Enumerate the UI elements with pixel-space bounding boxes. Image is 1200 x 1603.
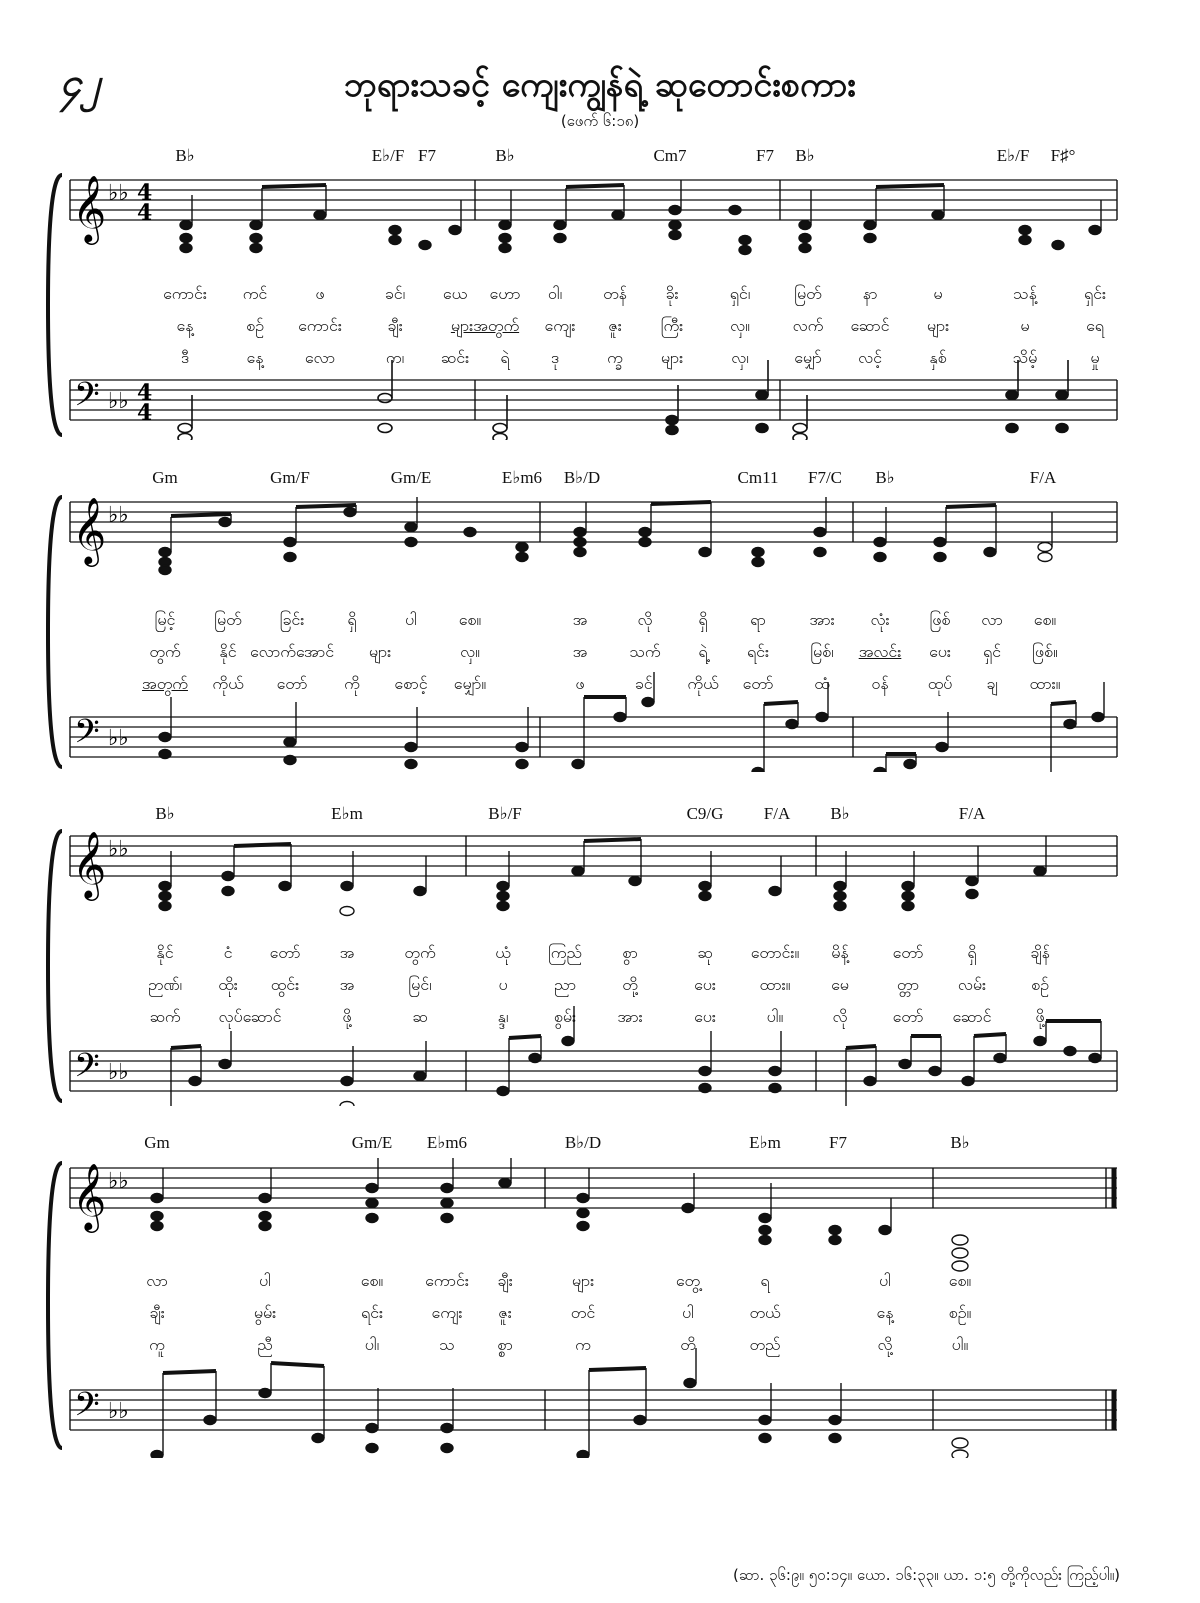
lyric-syllable: နိုင်: [156, 943, 174, 962]
lyric-syllable: လှ။: [730, 316, 750, 335]
lyric-syllable: ပ: [498, 975, 508, 994]
lyric-syllable: ထား။: [1029, 674, 1061, 693]
lyric-syllable: ဖြစ်: [929, 610, 951, 629]
lyric-syllable: တွက်: [149, 642, 181, 661]
chord-symbol: Gm/F: [270, 468, 310, 487]
lyric-syllable: ညီ: [257, 1335, 273, 1354]
scripture-reference: (ဖေက် ၆:၁၈): [560, 112, 640, 130]
lyric-syllable: တင်: [570, 1303, 596, 1322]
lyric-syllable: ကြည်: [548, 943, 582, 962]
chord-symbol: Gm/E: [390, 468, 432, 487]
bass-staff: [70, 1051, 1117, 1091]
lyric-syllable: ဒု: [550, 348, 560, 367]
key-signature-flats: ♭♭: [108, 837, 129, 862]
system-brace: [48, 497, 62, 767]
key-signature-flats: ♭♭: [108, 1399, 129, 1424]
lyric-syllable: လို: [637, 610, 653, 629]
lyric-syllable: တို့: [622, 975, 638, 994]
lyric-syllable: ရာ: [750, 610, 766, 629]
chord-symbol: B♭: [875, 468, 895, 487]
lyric-syllable: စဉ်။: [948, 1303, 972, 1322]
lyric-syllable: ခင်၊: [634, 674, 656, 693]
lyric-syllable: ဝါ၊: [547, 284, 563, 303]
lyric-syllable: ဆောင်: [850, 316, 890, 335]
lyric-syllable: မြတ်: [214, 610, 242, 629]
lyric-syllable: တောင်း။: [750, 943, 800, 962]
lyric-syllable: ပါ၊: [364, 1335, 380, 1354]
lyric-syllable: နေ့: [176, 316, 194, 335]
system-brace: [48, 1163, 62, 1448]
treble-clef: 𝄞: [72, 496, 107, 564]
chord-symbol: E♭m: [331, 804, 363, 823]
bass-notes: [151, 1348, 968, 1458]
chord-symbol: F/A: [763, 804, 791, 823]
lyric-syllable: ကို: [344, 674, 360, 693]
lyric-syllable: စ္စာ: [497, 1335, 513, 1354]
lyric-syllable: ဆက်: [149, 1007, 181, 1026]
lyric-syllable: တည်: [749, 1335, 781, 1354]
lyric-syllable: ဉာဏ်၊: [147, 975, 183, 994]
treble-notes: [159, 497, 1052, 575]
lyric-syllable: များအတွက်: [450, 316, 520, 335]
lyric-syllable: ပါ။: [766, 1007, 784, 1026]
lyric-syllable: ထုပ်: [927, 674, 953, 693]
lyric-syllable: များ: [571, 1271, 595, 1290]
lyric-syllable: စွာ: [622, 943, 638, 962]
lyric-syllable: လင့်: [858, 348, 882, 367]
lyric-syllable: ငံ: [223, 943, 233, 962]
lyric-syllable: ဖြစ်။: [1032, 642, 1058, 661]
key-signature-flats: ♭♭: [108, 1060, 129, 1085]
lyric-syllable: တော်: [269, 943, 301, 962]
lyric-syllable: နေ့: [246, 348, 264, 367]
chord-symbol: F7/C: [807, 468, 843, 487]
lyric-syllable: ဆ: [412, 1007, 428, 1026]
lyric-syllable: တယ်: [749, 1303, 781, 1322]
treble-notes: [180, 180, 1101, 255]
lyric-syllable: သန့်: [1013, 284, 1037, 303]
chord-symbol: E♭m6: [501, 468, 543, 487]
lyric-syllable: ယေ: [442, 284, 468, 303]
lyric-syllable: ယုံ: [495, 943, 511, 962]
bass-staff: [70, 380, 1117, 420]
lyric-syllable: ရင်း: [746, 642, 770, 661]
bass-clef: 𝄢: [74, 376, 100, 422]
lyric-syllable: ချ: [986, 674, 998, 693]
key-signature-flats: ♭♭: [108, 726, 129, 751]
lyric-syllable: လို့: [877, 1335, 893, 1354]
lyric-syllable: ရှိ: [967, 943, 977, 962]
treble-clef: 𝄞: [72, 174, 107, 242]
lyric-syllable: ရ: [760, 1271, 770, 1290]
lyric-syllable: ချိန်: [1030, 943, 1050, 962]
lyric-syllable: ကြီး: [660, 316, 684, 335]
chord-symbol: B♭/D: [564, 1133, 602, 1152]
lyric-syllable: ပါ။: [951, 1335, 969, 1354]
grand-staff: [0, 1158, 1200, 1458]
key-signature-flats: ♭♭: [108, 503, 129, 528]
lyric-syllable: အား: [617, 1007, 643, 1026]
lyric-syllable: စောင့်: [394, 674, 428, 693]
lyric-syllable: လမ်း: [957, 975, 987, 994]
lyric-syllable: မြင့်: [154, 610, 176, 629]
lyric-syllable: အ: [339, 943, 355, 962]
scripture-references-footnote: (ဆာ. ၃၆:၉။ ၅၀:၁၄။ ယော. ၁၆:၃၃။ ယာ. ၁:၅ တို့ကိုလည်း ကြည့်ပါ။): [733, 1566, 1120, 1584]
lyric-syllable: လော: [304, 348, 336, 367]
lyric-syllable: နှစ်: [929, 348, 947, 367]
lyric-syllable: မျှော်။: [453, 674, 487, 693]
lyric-syllable: မြစ်၊: [810, 642, 834, 661]
lyric-syllable: ရှင်၊: [729, 284, 751, 303]
lyric-syllable: ခြင်း: [279, 610, 305, 629]
chord-symbol: B♭: [155, 804, 175, 823]
lyric-syllable: လောက်အောင်: [249, 642, 335, 661]
lyric-syllable: ဆင်း: [440, 348, 470, 367]
lyric-syllable: ကူ: [149, 1335, 165, 1354]
lyric-syllable: စေ။: [360, 1271, 384, 1290]
lyric-syllable: သ: [439, 1335, 455, 1354]
lyric-syllable: ရေ: [1086, 316, 1104, 335]
bass-staff: [70, 717, 1117, 757]
lyric-syllable: ကျေး: [431, 1303, 463, 1322]
lyric-syllable: လှ။: [460, 642, 480, 661]
chord-symbol: B♭: [495, 146, 515, 165]
lyric-syllable: ဆောင်: [952, 1007, 992, 1026]
lyric-syllable: ထား။: [759, 975, 791, 994]
lyric-syllable: ပါ: [259, 1271, 271, 1290]
chord-symbol: Cm11: [737, 468, 779, 487]
bass-staff: [70, 1390, 1117, 1430]
lyric-syllable: ထိုး: [218, 975, 238, 994]
chord-symbol: B♭: [830, 804, 850, 823]
lyric-syllable: တော်: [276, 674, 308, 693]
chord-symbol: Gm/E: [351, 1133, 393, 1152]
time-signature: 4: [137, 380, 153, 406]
chord-symbol: F7: [829, 1133, 847, 1152]
hymn-title: ဘုရားသခင့် ကျေးကျွန်ရဲ့ ဆုတောင်းစကား: [344, 65, 856, 105]
lyric-syllable: မ: [933, 284, 943, 303]
lyric-syllable: ပါ: [682, 1303, 694, 1322]
lyric-syllable: ဇူး: [608, 316, 622, 335]
lyric-syllable: နာ: [862, 284, 878, 303]
lyric-syllable: နေ့: [876, 1303, 894, 1322]
lyric-syllable: ပါ: [879, 1271, 891, 1290]
lyric-syllable: များ: [368, 642, 392, 661]
lyric-syllable: စေ။: [948, 1271, 972, 1290]
lyric-syllable: သက်: [629, 642, 661, 661]
system-brace: [48, 831, 62, 1101]
lyric-syllable: နိုင်: [219, 642, 237, 661]
lyric-syllable: မြင်၊: [408, 975, 432, 994]
lyric-syllable: ခင်၊: [384, 284, 406, 303]
chord-symbol: C9/G: [686, 804, 724, 823]
barlines: [70, 1168, 1114, 1430]
lyric-syllable: ကင်: [242, 284, 268, 303]
treble-staff: [70, 1168, 1117, 1208]
barlines: [70, 180, 1117, 420]
lyric-syllable: အား: [809, 610, 835, 629]
lyric-syllable: မြတ်: [794, 284, 822, 303]
lyric-syllable: ကောင်း: [425, 1271, 469, 1290]
chord-symbol: Cm7: [653, 146, 687, 165]
lyric-syllable: လာ: [981, 610, 1003, 629]
lyric-syllable: တ္တာ: [896, 975, 920, 994]
lyric-syllable: စဉ်: [246, 316, 264, 335]
lyric-syllable: မွမ်း: [253, 1303, 277, 1322]
chord-symbol: E♭/F: [371, 146, 405, 165]
chord-symbol: Gm: [144, 1133, 170, 1152]
lyric-syllable: မ: [1020, 316, 1030, 335]
lyric-syllable: ချီး: [387, 316, 403, 335]
lyric-syllable: ကောင်း: [298, 316, 342, 335]
lyric-syllable: ရဲ့: [698, 642, 708, 661]
key-signature-flats: ♭♭: [108, 181, 129, 206]
lyric-syllable: ဖို့: [342, 1007, 352, 1026]
lyric-syllable: အ: [572, 642, 588, 661]
chord-symbol: Gm: [152, 468, 178, 487]
grand-staff: [0, 492, 1200, 772]
lyric-syllable: ဝန်: [871, 674, 889, 693]
bass-clef: 𝄢: [74, 1047, 100, 1093]
lyric-syllable: စေ။: [458, 610, 482, 629]
lyric-syllable: ပေး: [694, 1007, 716, 1026]
lyric-syllable: မျှော်: [794, 348, 822, 367]
chord-symbol: B♭/D: [563, 468, 601, 487]
key-signature-flats: ♭♭: [108, 389, 129, 414]
lyric-syllable: မေ: [831, 975, 849, 994]
bass-clef: 𝄢: [74, 1386, 100, 1432]
grand-staff: [0, 826, 1200, 1106]
lyric-syllable: သိမ့်: [1012, 348, 1038, 367]
treble-clef: 𝄞: [72, 1162, 107, 1230]
lyric-syllable: တန်: [603, 284, 627, 303]
lyric-syllable: လို: [832, 1007, 848, 1026]
lyric-syllable: ဖ: [575, 674, 585, 693]
lyric-syllable: ရှင်း: [1083, 284, 1107, 303]
lyric-syllable: လာ: [146, 1271, 168, 1290]
lyric-syllable: အတွက်: [142, 674, 188, 693]
lyric-syllable: ချီး: [149, 1303, 165, 1322]
lyric-syllable: ချီး: [497, 1271, 513, 1290]
time-signature: 4: [137, 180, 153, 206]
lyric-syllable: ညာ: [553, 975, 577, 994]
lyric-syllable: လုံး: [870, 610, 890, 629]
lyric-syllable: ရှိ: [347, 610, 357, 629]
chord-symbol: F♯°: [1050, 146, 1076, 165]
lyric-syllable: ဇူး: [498, 1303, 512, 1322]
chord-symbol: F/A: [958, 804, 986, 823]
lyric-syllable: များ: [660, 348, 684, 367]
lyric-syllable: က္ခ: [607, 348, 623, 367]
lyric-syllable: ဖ: [315, 284, 325, 303]
chord-symbol: E♭/F: [996, 146, 1030, 165]
lyric-syllable: ဖို့: [1035, 1007, 1045, 1026]
lyric-syllable: ဒီ: [180, 348, 190, 367]
lyric-syllable: တိ: [680, 1335, 696, 1354]
time-signature: 4: [137, 200, 153, 226]
lyric-syllable: မှု: [1090, 348, 1100, 367]
lyric-syllable: လုပ်ဆောင်: [218, 1007, 282, 1026]
lyric-syllable: စဉ်: [1031, 975, 1049, 994]
treble-clef: 𝄞: [72, 830, 107, 898]
lyric-syllable: တော်: [892, 943, 924, 962]
lyric-syllable: ကောင်း: [163, 284, 207, 303]
lyric-syllable: ကျေး: [544, 316, 576, 335]
lyric-syllable: ရှိ: [698, 610, 708, 629]
lyric-syllable: က၊: [385, 348, 405, 367]
chord-symbol: F/A: [1029, 468, 1057, 487]
lyric-syllable: အလင်း: [858, 642, 902, 661]
treble-notes: [151, 1158, 968, 1271]
chord-symbol: E♭m: [749, 1133, 781, 1152]
lyric-syllable: အ: [572, 610, 588, 629]
chord-symbol: B♭: [175, 146, 195, 165]
chord-symbol: F7: [756, 146, 774, 165]
lyric-syllable: လှ၊: [731, 348, 749, 367]
time-signature: 4: [137, 400, 153, 426]
lyric-syllable: ပေး: [694, 975, 716, 994]
bass-clef: 𝄢: [74, 713, 100, 759]
lyric-syllable: ရင်း: [360, 1303, 384, 1322]
lyric-syllable: န္ဒ၊: [497, 1007, 509, 1026]
lyric-syllable: မိန့်: [831, 943, 849, 962]
lyric-syllable: ပါ: [405, 610, 417, 629]
key-signature-flats: ♭♭: [108, 1169, 129, 1194]
lyric-syllable: ထံ: [814, 674, 830, 693]
lyric-syllable: များ: [926, 316, 950, 335]
lyric-syllable: တွက်: [404, 943, 436, 962]
lyric-syllable: တွေ့: [675, 1271, 701, 1290]
lyric-syllable: ထွင်း: [270, 975, 300, 994]
lyric-syllable: ဟော: [489, 284, 521, 303]
lyric-syllable: ကိုယ်: [687, 674, 719, 693]
lyric-syllable: က: [575, 1335, 591, 1354]
lyric-syllable: တော်: [892, 1007, 924, 1026]
chord-symbol: F7: [418, 146, 436, 165]
lyric-syllable: ခိုး: [665, 284, 679, 303]
lyric-syllable: စေ။: [1033, 610, 1057, 629]
lyric-syllable: တော်: [742, 674, 774, 693]
hymn-number: ၄၂: [60, 60, 101, 104]
lyric-syllable: ကိုယ်: [212, 674, 244, 693]
lyric-syllable: လက်: [792, 316, 824, 335]
lyric-syllable: ရှင်: [982, 642, 1002, 661]
chord-symbol: B♭/F: [488, 804, 522, 823]
chord-symbol: B♭: [795, 146, 815, 165]
chord-symbol: B♭: [950, 1133, 970, 1152]
lyric-syllable: ရဲ: [500, 348, 510, 367]
lyric-syllable: စွမ်း: [553, 1007, 577, 1026]
lyric-syllable: ပေး: [929, 642, 951, 661]
lyric-syllable: ဆု: [697, 943, 713, 962]
system-brace: [48, 175, 62, 435]
chord-symbol: E♭m6: [426, 1133, 468, 1152]
lyric-syllable: အ: [339, 975, 355, 994]
